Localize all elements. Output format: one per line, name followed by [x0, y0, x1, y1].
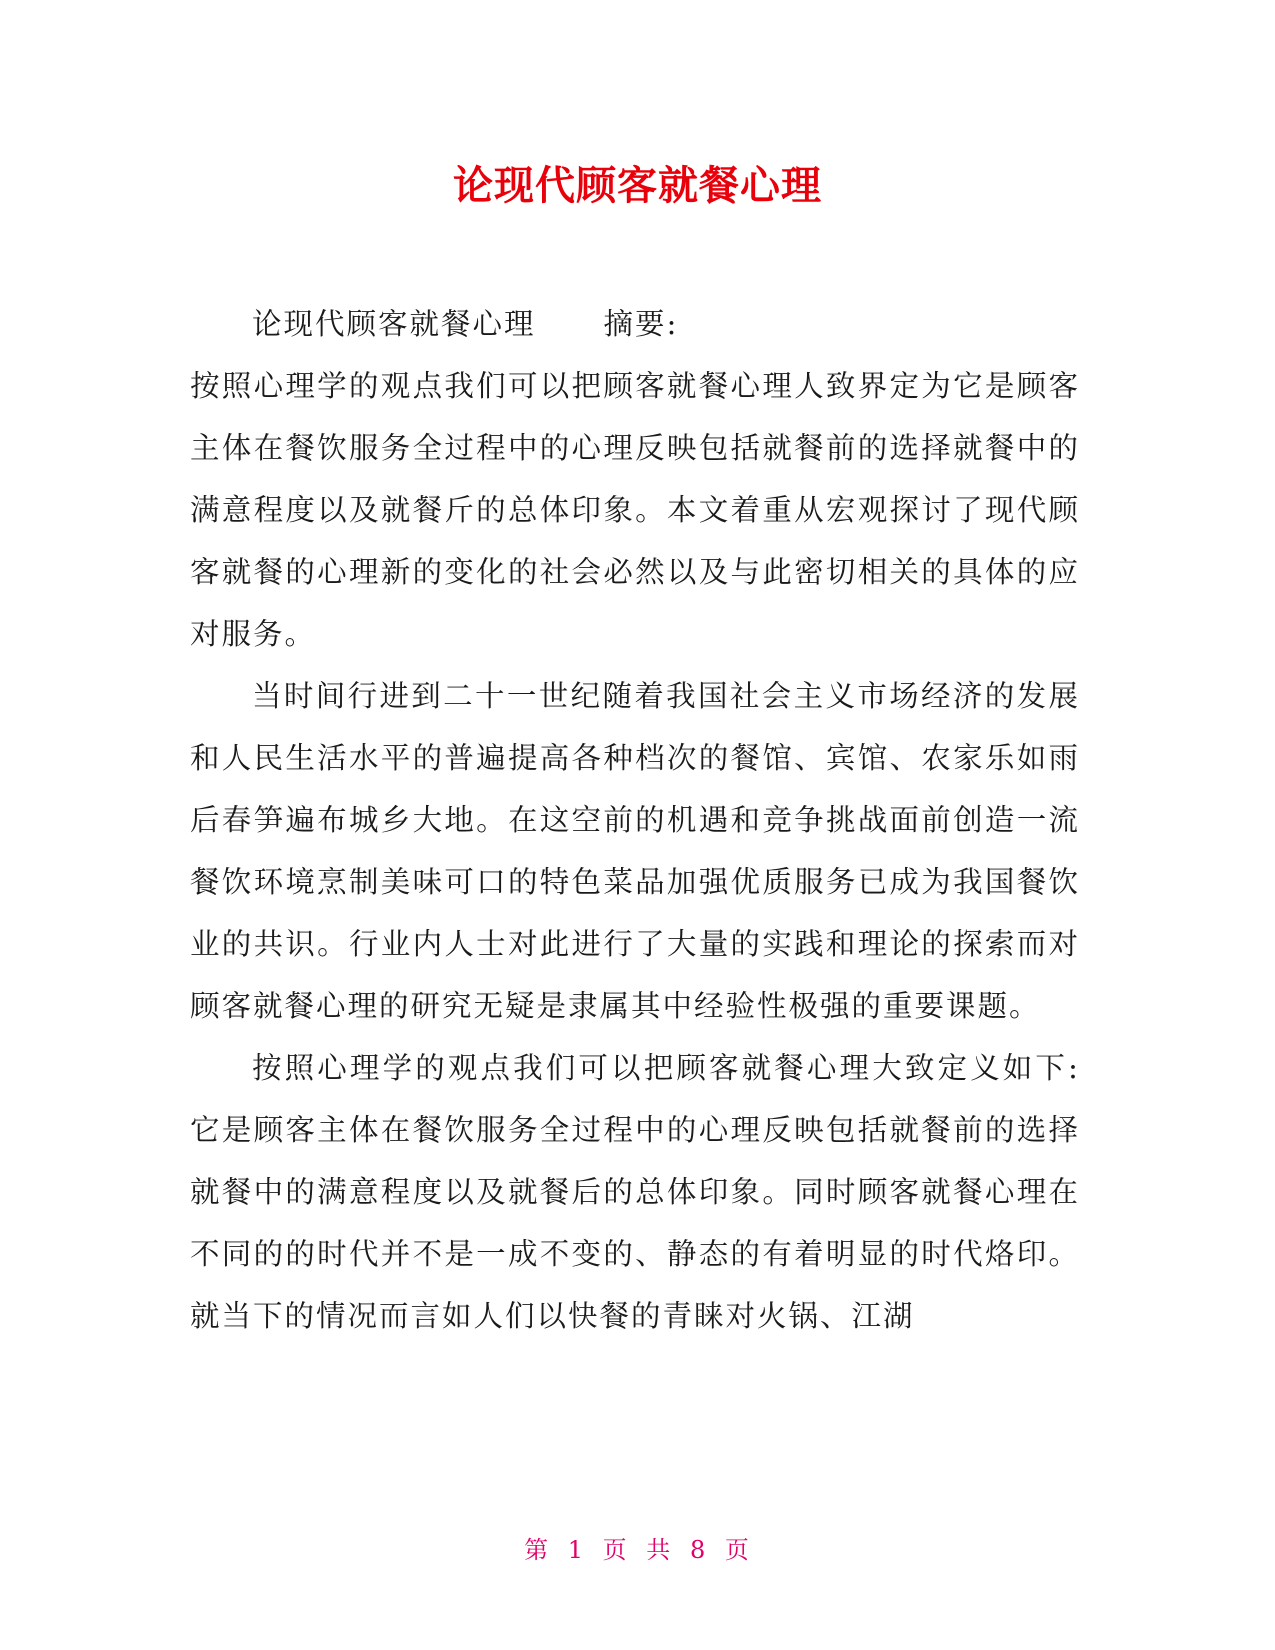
intro-line	[190, 293, 1080, 355]
paragraph: 当时间行进到二十一世纪随着我国社会主义市场经济的发展和人民生活水平的普遍提高各种档次的餐馆、宾馆、农家乐如雨后春笋遍布城乡大地。在这空前的机遇和竞争挑战面前创造一流餐饮环境烹制美味可口的特色菜品加强优质服务已成为我国餐饮业的共识。行业内人士对此进行了大量的实践和理论的探索而对顾客就餐心理的研究无疑是隶属其中经验性极强的重要课题。	[190, 679, 1080, 1023]
paragraph: 按照心理学的观点我们可以把顾客就餐心理人致界定为它是顾客主体在餐饮服务全过程中的心理反映包括就餐前的选择就餐中的满意程度以及就餐斤的总体印象。本文着重从宏观探讨了现代顾客就餐的心理新的变化的社会必然以及与此密切相关的具体的应对服务。	[190, 369, 1080, 651]
paragraph: 按照心理学的观点我们可以把顾客就餐心理大致定义如下:它是顾客主体在餐饮服务全过程中的心理反映包括就餐前的选择就餐中的满意程度以及就餐后的总体印象。同时顾客就餐心理在不同的的时代并不是一成不变的、静态的有着明显的时代烙印。就当下的情况而言如人们以快餐的青睐对火锅、江湖	[190, 1051, 1080, 1333]
intro-heading: 论现代顾客就餐心理	[252, 307, 536, 341]
document-title: 论现代顾客就餐心理	[453, 163, 822, 209]
page-number-footer: 第 1 页 共 8 页	[524, 1536, 751, 1564]
document-body	[190, 293, 1080, 1347]
abstract-label: 摘要:	[603, 307, 679, 341]
